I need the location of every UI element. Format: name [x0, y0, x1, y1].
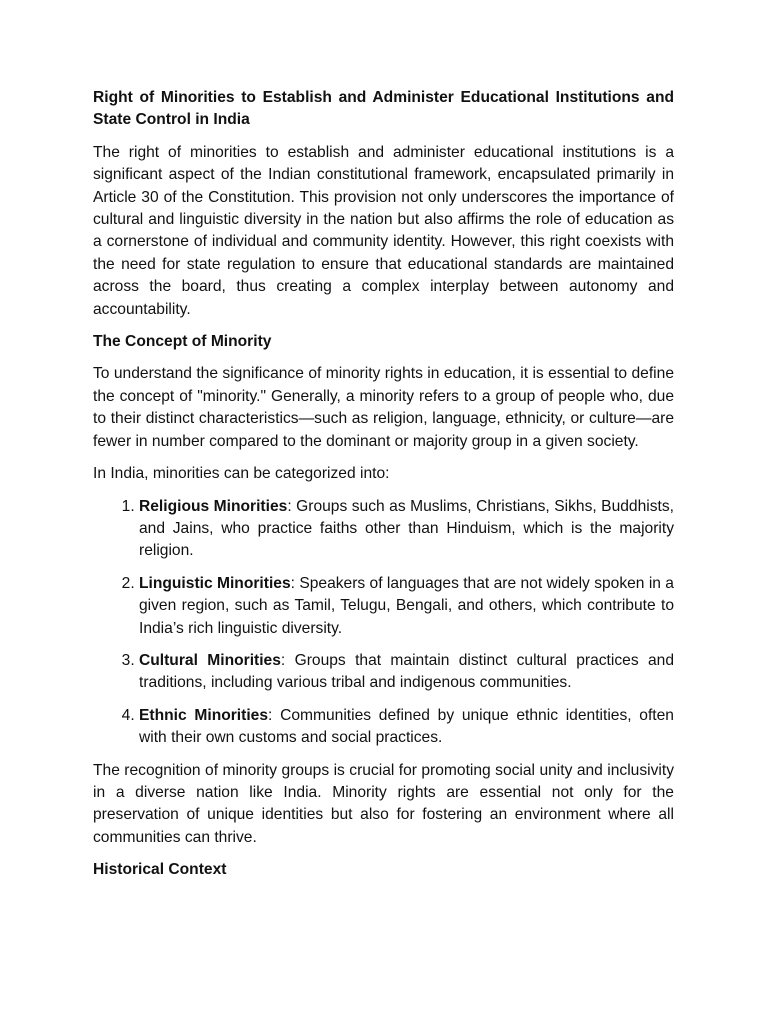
categories-intro-paragraph: In India, minorities can be categorized into: [93, 465, 390, 483]
list-item-linguistic-minorities [139, 573, 674, 640]
document-page [93, 87, 674, 892]
minority-definition-paragraph: To understand the significance of minority rights in education, it is essential to define the concept of "minority." Generally, a minority refers to a group of people who, due to their distinct characteristics—such as religion, language, ethnicity, or culture—are fewer in number compared to the dominant or majority group in a given society. [93, 365, 674, 450]
list-item-description: : Groups such as Muslims, Christians, Sikhs, Buddhists, and Jains, who practice faiths other than Hinduism, which is the majority religion. [139, 497, 674, 560]
section-heading-historical-context: Historical Context [93, 861, 227, 879]
list-item-description: : Speakers of languages that are not widely spoken in a given region, such as Tamil, Telugu, Bengali, and others, which contribute to India’s rich linguistic diversity. [139, 574, 674, 637]
recognition-paragraph: The recognition of minority groups is crucial for promoting social unity and inclusivity in a diverse nation like India. Minority rights are essential not only for the preservation of unique identities but also for fostering an environment where all communities can thrive. [93, 761, 674, 846]
list-item-term: Religious Minorities [139, 497, 288, 515]
section-heading-concept-of-minority: The Concept of Minority [93, 333, 272, 351]
list-item-term: Linguistic Minorities [139, 574, 291, 592]
minority-categories-list [93, 496, 674, 750]
document-title: Right of Minorities to Establish and Administer Educational Institutions and State Control in India [93, 89, 674, 129]
list-item-ethnic-minorities [139, 705, 674, 750]
list-item-description: : Communities defined by unique ethnic identities, often with their own customs and social practices. [139, 706, 674, 747]
list-item-religious-minorities [139, 496, 674, 563]
list-item-term: Ethnic Minorities [139, 706, 269, 724]
intro-paragraph: The right of minorities to establish and administer educational institutions is a significant aspect of the Indian constitutional framework, encapsulated primarily in Article 30 of the Constitution. This provision not only underscores the importance of cultural and linguistic diversity in the nation but also affirms the role of education as a cornerstone of individual and community identity. However, this right coexists with the need for state regulation to ensure that educational standards are maintained across the board, thus creating a complex interplay between autonomy and accountability. [93, 143, 674, 318]
list-item-cultural-minorities [139, 650, 674, 695]
list-item-description: : Groups that maintain distinct cultural practices and traditions, including various tribal and indigenous communities. [139, 651, 674, 692]
list-item-term: Cultural Minorities [139, 651, 281, 669]
